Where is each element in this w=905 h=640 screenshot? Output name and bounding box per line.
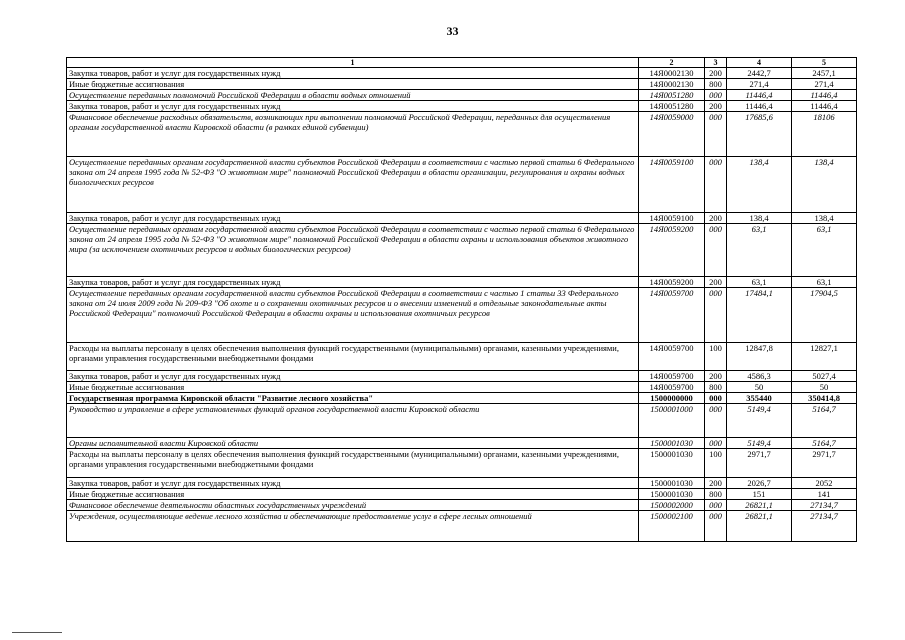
- cell-name: Закупка товаров, работ и услуг для государственных нужд: [67, 213, 639, 224]
- cell-name: Закупка товаров, работ и услуг для государственных нужд: [67, 371, 639, 382]
- cell-value-col5: 350414,8: [792, 393, 857, 404]
- cell-value-col4: 11446,4: [727, 101, 792, 112]
- cell-value-col4: 50: [727, 382, 792, 393]
- cell-name: Иные бюджетные ассигнования: [67, 489, 639, 500]
- cell-value-col4: 355440: [727, 393, 792, 404]
- table-row: [67, 224, 857, 277]
- cell-value-col4: 63,1: [727, 224, 792, 277]
- header-col-2: 2: [639, 58, 705, 68]
- cell-name: Осуществление переданных полномочий Российской Федерации в области водных отношений: [67, 90, 639, 101]
- cell-expense-type: 000: [705, 157, 727, 213]
- cell-value-col5: 271,4: [792, 79, 857, 90]
- cell-code: 14Я0051280: [639, 101, 705, 112]
- cell-code: 14Я0051280: [639, 90, 705, 101]
- cell-expense-type: 000: [705, 404, 727, 438]
- cell-expense-type: 800: [705, 489, 727, 500]
- table-row: [67, 404, 857, 438]
- cell-value-col5: 141: [792, 489, 857, 500]
- cell-value-col5: 27134,7: [792, 500, 857, 511]
- table-row: [67, 157, 857, 213]
- cell-value-col5: 5164,7: [792, 404, 857, 438]
- cell-value-col4: 2971,7: [727, 449, 792, 478]
- table-row: [67, 213, 857, 224]
- cell-value-col4: 63,1: [727, 277, 792, 288]
- cell-code: 14Я0059700: [639, 371, 705, 382]
- table-row: [67, 277, 857, 288]
- cell-expense-type: 000: [705, 438, 727, 449]
- cell-value-col4: 5149,4: [727, 438, 792, 449]
- header-col-3: 3: [705, 58, 727, 68]
- cell-value-col5: 50: [792, 382, 857, 393]
- table-row: [67, 449, 857, 478]
- cell-value-col4: 2026,7: [727, 478, 792, 489]
- cell-code: 14Я0059700: [639, 343, 705, 371]
- cell-value-col4: 4586,3: [727, 371, 792, 382]
- cell-code: 1500001030: [639, 489, 705, 500]
- table-body: [67, 68, 857, 542]
- header-col-1: 1: [67, 58, 639, 68]
- cell-expense-type: 000: [705, 112, 727, 157]
- footer-divider: [12, 632, 62, 633]
- table-row: [67, 112, 857, 157]
- cell-expense-type: 800: [705, 79, 727, 90]
- cell-value-col5: 2457,1: [792, 68, 857, 79]
- table-row: [67, 382, 857, 393]
- cell-expense-type: 200: [705, 213, 727, 224]
- cell-code: 1500000000: [639, 393, 705, 404]
- cell-value-col5: 138,4: [792, 157, 857, 213]
- cell-value-col5: 5164,7: [792, 438, 857, 449]
- cell-name: Осуществление переданных органам государственной власти субъектов Российской Федерации в соответствии с частью первой статьи 6 Федерального закона от 24 апреля 1995 года № 52-ФЗ "О животном мире" полномочий Российской Федерации в области организации, регулирования и охраны водных биологических ресурсов: [67, 157, 639, 213]
- cell-value-col5: 5027,4: [792, 371, 857, 382]
- cell-expense-type: 200: [705, 478, 727, 489]
- cell-name: Закупка товаров, работ и услуг для государственных нужд: [67, 277, 639, 288]
- cell-value-col5: 18106: [792, 112, 857, 157]
- cell-name: Осуществление переданных органам государственной власти субъектов Российской Федерации в соответствии с частью первой статьи 6 Федерального закона от 24 апреля 1995 года № 52-ФЗ "О животном мире" полномочий Российской Федерации в области охраны и использования объектов животного мира (за исключением охотничьих ресурсов и водных биологических ресурсов): [67, 224, 639, 277]
- cell-expense-type: 200: [705, 101, 727, 112]
- cell-value-col4: 11446,4: [727, 90, 792, 101]
- cell-value-col5: 138,4: [792, 213, 857, 224]
- table-row: [67, 79, 857, 90]
- cell-value-col5: 27134,7: [792, 511, 857, 542]
- cell-code: 14Я0059700: [639, 288, 705, 343]
- cell-value-col5: 11446,4: [792, 101, 857, 112]
- cell-expense-type: 100: [705, 449, 727, 478]
- cell-value-col4: 26821,1: [727, 500, 792, 511]
- cell-name: Учреждения, осуществляющие ведение лесного хозяйства и обеспечивающие предоставление услуг в сфере лесных отношений: [67, 511, 639, 542]
- cell-expense-type: 000: [705, 511, 727, 542]
- cell-value-col4: 2442,7: [727, 68, 792, 79]
- cell-expense-type: 000: [705, 393, 727, 404]
- cell-value-col5: 2971,7: [792, 449, 857, 478]
- cell-code: 14Я0059200: [639, 224, 705, 277]
- cell-expense-type: 000: [705, 90, 727, 101]
- cell-name: Органы исполнительной власти Кировской области: [67, 438, 639, 449]
- cell-code: 14Я0059100: [639, 157, 705, 213]
- cell-value-col4: 271,4: [727, 79, 792, 90]
- cell-expense-type: 800: [705, 382, 727, 393]
- cell-code: 1500001000: [639, 404, 705, 438]
- page-number: 33: [446, 24, 459, 38]
- table-row: [67, 90, 857, 101]
- cell-code: 14Я0059700: [639, 382, 705, 393]
- cell-code: 1500001030: [639, 478, 705, 489]
- cell-name: Расходы на выплаты персоналу в целях обеспечения выполнения функций государственными (муниципальными) органами, казенными учреждениями, органами управления государственными внебюджетными фондами: [67, 343, 639, 371]
- table-row: [67, 101, 857, 112]
- cell-name: Государственная программа Кировской области "Развитие лесного хозяйства": [67, 393, 639, 404]
- cell-expense-type: 200: [705, 371, 727, 382]
- cell-code: 1500001030: [639, 438, 705, 449]
- cell-code: 14Я0002130: [639, 68, 705, 79]
- cell-name: Закупка товаров, работ и услуг для государственных нужд: [67, 101, 639, 112]
- cell-code: 14Я0059100: [639, 213, 705, 224]
- cell-code: 1500002000: [639, 500, 705, 511]
- table-row: [67, 343, 857, 371]
- cell-value-col4: 5149,4: [727, 404, 792, 438]
- table-row: [67, 438, 857, 449]
- cell-expense-type: 000: [705, 500, 727, 511]
- cell-name: Закупка товаров, работ и услуг для государственных нужд: [67, 68, 639, 79]
- cell-expense-type: 200: [705, 277, 727, 288]
- cell-code: 1500002100: [639, 511, 705, 542]
- cell-code: 1500001030: [639, 449, 705, 478]
- table-row: [67, 489, 857, 500]
- table-row: [67, 478, 857, 489]
- cell-expense-type: 100: [705, 343, 727, 371]
- cell-expense-type: 000: [705, 224, 727, 277]
- cell-expense-type: 200: [705, 68, 727, 79]
- table-row: [67, 288, 857, 343]
- table-row: [67, 371, 857, 382]
- table-row: [67, 68, 857, 79]
- cell-name: Финансовое обеспечение расходных обязательств, возникающих при выполнении полномочий Российской Федерации, переданных для осуществления органам государственной власти Кировской области (в рамках единой субвенции): [67, 112, 639, 157]
- cell-value-col4: 26821,1: [727, 511, 792, 542]
- cell-name: Руководство и управление в сфере установленных функций органов государственной власти Кировской области: [67, 404, 639, 438]
- cell-value-col4: 138,4: [727, 157, 792, 213]
- cell-value-col5: 12827,1: [792, 343, 857, 371]
- budget-table: [66, 57, 857, 542]
- cell-value-col4: 138,4: [727, 213, 792, 224]
- cell-name: Финансовое обеспечение деятельности областных государственных учреждений: [67, 500, 639, 511]
- cell-code: 14Я0059000: [639, 112, 705, 157]
- table-row: [67, 500, 857, 511]
- cell-value-col4: 151: [727, 489, 792, 500]
- cell-name: Иные бюджетные ассигнования: [67, 79, 639, 90]
- table-row: [67, 511, 857, 542]
- cell-value-col5: 17904,5: [792, 288, 857, 343]
- cell-value-col5: 11446,4: [792, 90, 857, 101]
- header-col-4: 4: [727, 58, 792, 68]
- cell-value-col4: 17685,6: [727, 112, 792, 157]
- cell-code: 14Я0059200: [639, 277, 705, 288]
- cell-value-col4: 12847,8: [727, 343, 792, 371]
- cell-name: Иные бюджетные ассигнования: [67, 382, 639, 393]
- cell-name: Закупка товаров, работ и услуг для государственных нужд: [67, 478, 639, 489]
- table-header-row: [67, 58, 857, 68]
- cell-value-col5: 63,1: [792, 224, 857, 277]
- cell-value-col5: 63,1: [792, 277, 857, 288]
- cell-name: Осуществление переданных органам государственной власти субъектов Российской Федерации в соответствии с частью 1 статьи 33 Федерального закона от 24 июля 2009 года № 209-ФЗ "Об охоте и о сохранении охотничьих ресурсов и о внесении изменений в отдельные законодательные акты Российской Федерации" полномочий Российской Федерации в области охраны и использования охотничьих ресурсов: [67, 288, 639, 343]
- cell-expense-type: 000: [705, 288, 727, 343]
- cell-code: 14Я0002130: [639, 79, 705, 90]
- cell-name: Расходы на выплаты персоналу в целях обеспечения выполнения функций государственными (муниципальными) органами, казенными учреждениями, органами управления государственными внебюджетными фондами: [67, 449, 639, 478]
- cell-value-col5: 2052: [792, 478, 857, 489]
- header-col-5: 5: [792, 58, 857, 68]
- cell-value-col4: 17484,1: [727, 288, 792, 343]
- table-row: [67, 393, 857, 404]
